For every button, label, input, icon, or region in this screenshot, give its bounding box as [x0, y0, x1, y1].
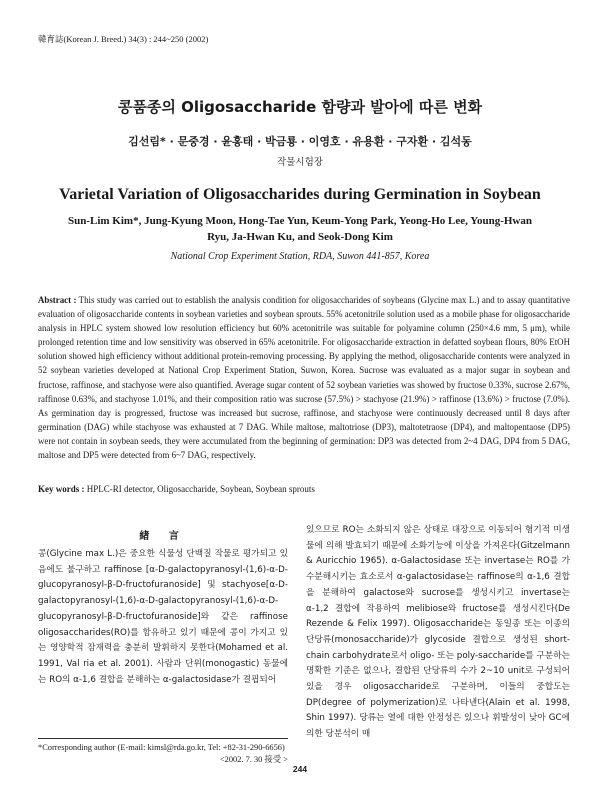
journal-citation: 韓育誌(Korean J. Breed.) 34(3) : 244~250 (2002): [38, 34, 209, 44]
keywords-label: Key words :: [38, 484, 85, 494]
keywords-text: HPLC-RI detector, Oligosaccharide, Soybean, Soybean sprouts: [86, 484, 315, 494]
abstract-text: This study was carried out to establish the analysis condition for oligosaccharides of soybeans (Glycine max L.) and to assay quantitative evaluation of oligosaccharide contents in soybean varieties and soybean sprouts. 55% acetonitrile solution used as a mobile phase for oligosaccharide analysis in HPLC system showed low resolution efficiency but 60% acetonitrile was suitable for polyamine column (250×4.6 mm, 5 μm), while prolonged retention time and low sensitivity was observed in 65% acetonitrile. For oligosaccharide extraction in defatted soybean flours, 80% EtOH solution showed high efficiency without additional protein-removing processing. By applying the method, oligosaccharide contents were analyzed in 52 soybean varieties developed at National Crop Experiment Station, Suwon, Korea. Sucrose was evaluated as a major sugar in soybean and fructose, raffinose, and stachyose were also quantified. Average sugar content of 52 soybean varieties was showed by fructose 0.33%, sucrose 2.67%, raffinose 0.63%, and stachyose 1.01%, and their composition ratio was sucrose (57.5%) > stachyose (21.9%) > raffinose (13.6%) > fructose (7.0%). As germination day is progressed, fructose was increased but sucrose, raffinose, and stachyose were continuously decreased until 8 days after germination (DAG) while stachyose was exhausted at 7 DAG. While maltose, maltotriose (DP3), maltotetraose (DP4), and maltopentaose (DP5) were not contain in soybean seeds, they were accumulated from the beginning of germination: DP3 was detected from 2~4 DAG, DP4 from 5 DAG, maltose and DP5 were detected from 6~7 DAG, respectively.: [38, 295, 570, 461]
page-number: 244: [292, 764, 308, 774]
intro-left-text: 콩(Glycine max L.)은 중요한 식물성 단백질 작물로 평가되고 있음에도 불구하고 raffinose [α-D-galactopyranosyl-(1,6)-α-D-glucopyranosyl-β-D-fructofuranoside] 및 stachyose[α-D-galactopyranosyl-(1,6)-α-D-galactopyranosyl-(1,6)-α-D-glucopyranosyl-β-D-fructofuranoside]와 같은 raffinose oligosaccharides(RO)를 함유하고 있기 때문에 콩이 가지고 있는 영양학적 잠재력을 충분히 발휘하지 못한다(Mohamed et al. 1991, Val ria et al. 2001). 사람과 단위(monogastic) 동물에는 RO의 α-1,6 결합을 분해하는 α-galactosidase가 결핍되어: [38, 549, 288, 685]
footnote: [38, 742, 288, 766]
keywords: [38, 484, 315, 494]
korean-title: 콩품종의 Oligosaccharide 함량과 발아에 따른 변화: [117, 98, 483, 116]
introduction-heading: 緖 言: [139, 531, 187, 542]
correspondence-note: *Corresponding author (E-mail: kimsl@rda.go.kr, Tel: +82-31-290-6656): [38, 743, 285, 752]
english-affiliation: National Crop Experiment Station, RDA, Suwon 441-857, Korea: [170, 251, 430, 262]
received-date: <2002. 7. 30 接受 >: [219, 755, 288, 764]
abstract: [38, 293, 570, 462]
korean-authors: 김선림* · 문중경 · 윤홍태 · 박금룡 · 이영호 · 유용환 · 구자환 · 김석동: [128, 135, 472, 148]
english-authors: Sun-Lim Kim*, Jung-Kyung Moon, Hong-Tae Yun, Keum-Yong Park, Yeong-Ho Lee, Young-Hwan Ryu, Ja-Hwan Ku, and Seok-Dong Kim: [67, 215, 532, 243]
footnote-divider: [38, 738, 288, 739]
abstract-label: Abstract :: [38, 295, 77, 305]
intro-right-column: [306, 523, 570, 743]
korean-affiliation: 작물시험장: [277, 157, 323, 168]
intro-right-text: 있으므로 RO는 소화되지 않은 상태로 대장으로 이동되어 혐기적 미생물에 의해 발효되기 때문에 소화기능에 이상을 가져온다(Gitzelmann & Auricchio 1965). α-Galactosidase 또는 invertase는 RO를 가수분해시키는 효소로서 α-galactosidase는 raffinose의 α-1,6 결합을 분해하여 galactose와 sucrose를 생성시키고 invertase는 α-1,2 결합에 작용하여 melibiose와 fructose를 생성시킨다(De Rezende & Felix 1997). Oligosaccharide는 동일종 또는 이종의 단당류(monosaccharide)가 glycoside 결합으로 생성된 short-chain carbohydrate로서 oligo- 또는 poly-saccharide를 구분하는 명확한 기준은 없으나, 결합된 단당류의 수가 2~10 unit로 구성되어 있을 경우 oligosaccharide로 구분하며, 이들의 중합도는 DP(degree of polymerization)로 나타낸다(Alain et al. 1998, Shin 1997). 당류는 열에 대한 안정성은 있으나 휘발성이 낮아 GC에 의한 당분석이 매: [306, 525, 570, 740]
english-title: Varietal Variation of Oligosaccharides during Germination in Soybean: [59, 186, 541, 203]
intro-left-column: [38, 547, 288, 688]
